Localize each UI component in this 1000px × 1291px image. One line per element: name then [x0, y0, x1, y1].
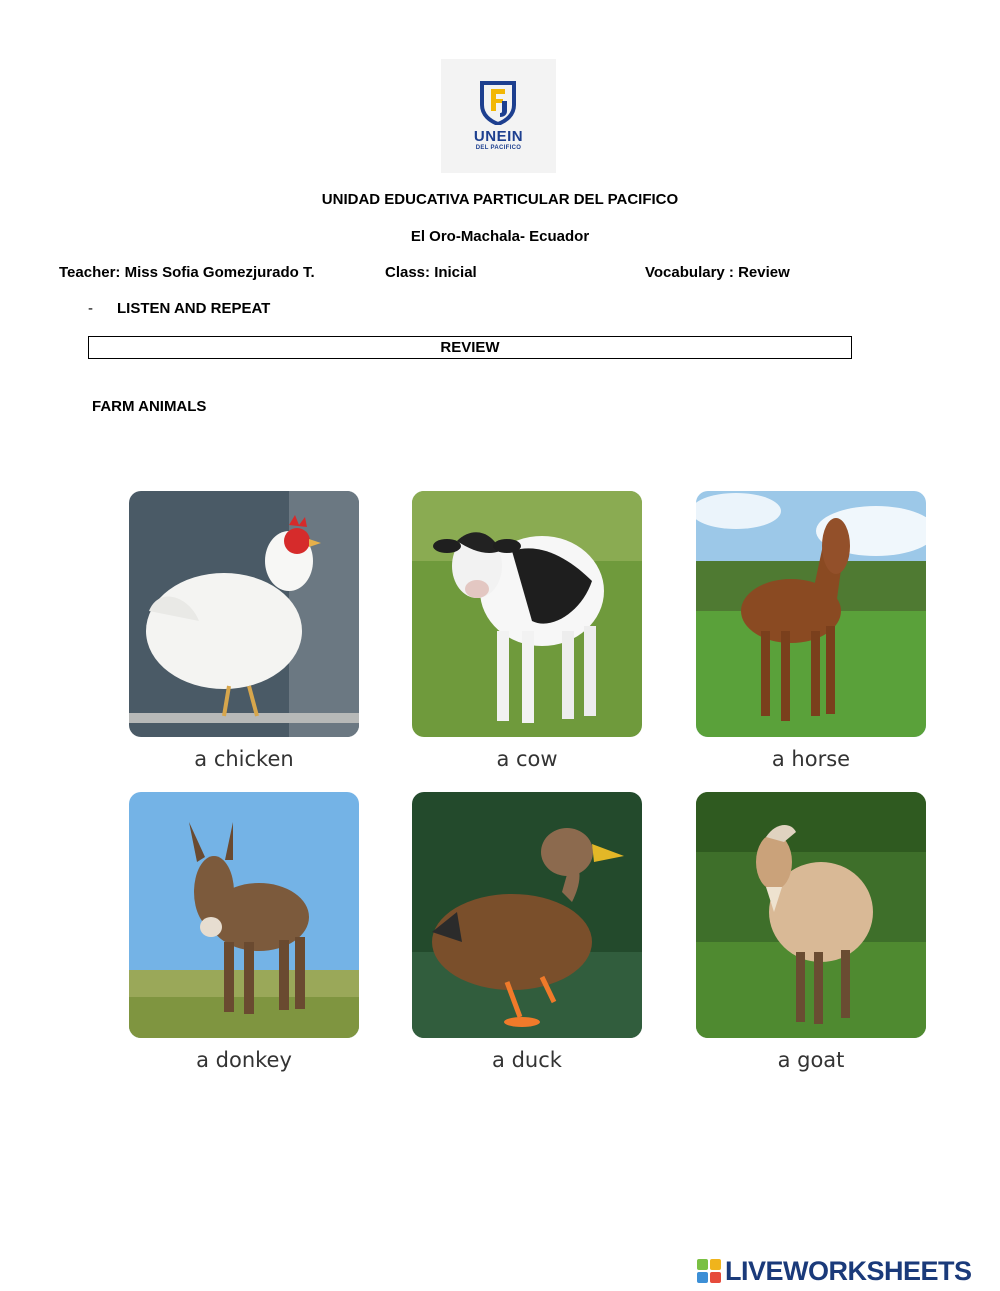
caption-horse: a horse	[771, 747, 851, 771]
teacher-label: Teacher: Miss Sofia Gomezjurado T.	[59, 264, 315, 281]
shield-icon	[478, 81, 518, 125]
school-name: UNIDAD EDUCATIVA PARTICULAR DEL PACIFICO	[321, 191, 679, 208]
review-box: REVIEW	[88, 336, 852, 359]
section-title: FARM ANIMALS	[92, 398, 207, 415]
caption-duck: a duck	[492, 1048, 562, 1072]
horse-image	[696, 491, 926, 737]
caption-chicken: a chicken	[194, 747, 294, 771]
caption-donkey: a donkey	[196, 1048, 292, 1072]
chicken-image	[129, 491, 359, 737]
vocabulary-label: Vocabulary : Review	[645, 264, 790, 281]
cow-image	[412, 491, 642, 737]
caption-cow: a cow	[496, 747, 558, 771]
logo-name: UNEIN	[473, 128, 524, 145]
goat-image	[696, 792, 926, 1038]
instruction-bullet: -	[88, 300, 93, 317]
duck-image	[412, 792, 642, 1038]
school-logo	[441, 59, 556, 173]
caption-goat: a goat	[777, 1048, 845, 1072]
school-location: El Oro-Machala- Ecuador	[410, 228, 590, 245]
brand-grid-icon	[697, 1259, 721, 1283]
instruction-text: LISTEN AND REPEAT	[117, 300, 271, 317]
logo-subtitle: DEL PACIFICO	[475, 145, 522, 151]
donkey-image	[129, 792, 359, 1038]
brand-name: LIVEWORKSHEETS	[725, 1256, 972, 1286]
class-label: Class: Inicial	[385, 264, 477, 281]
